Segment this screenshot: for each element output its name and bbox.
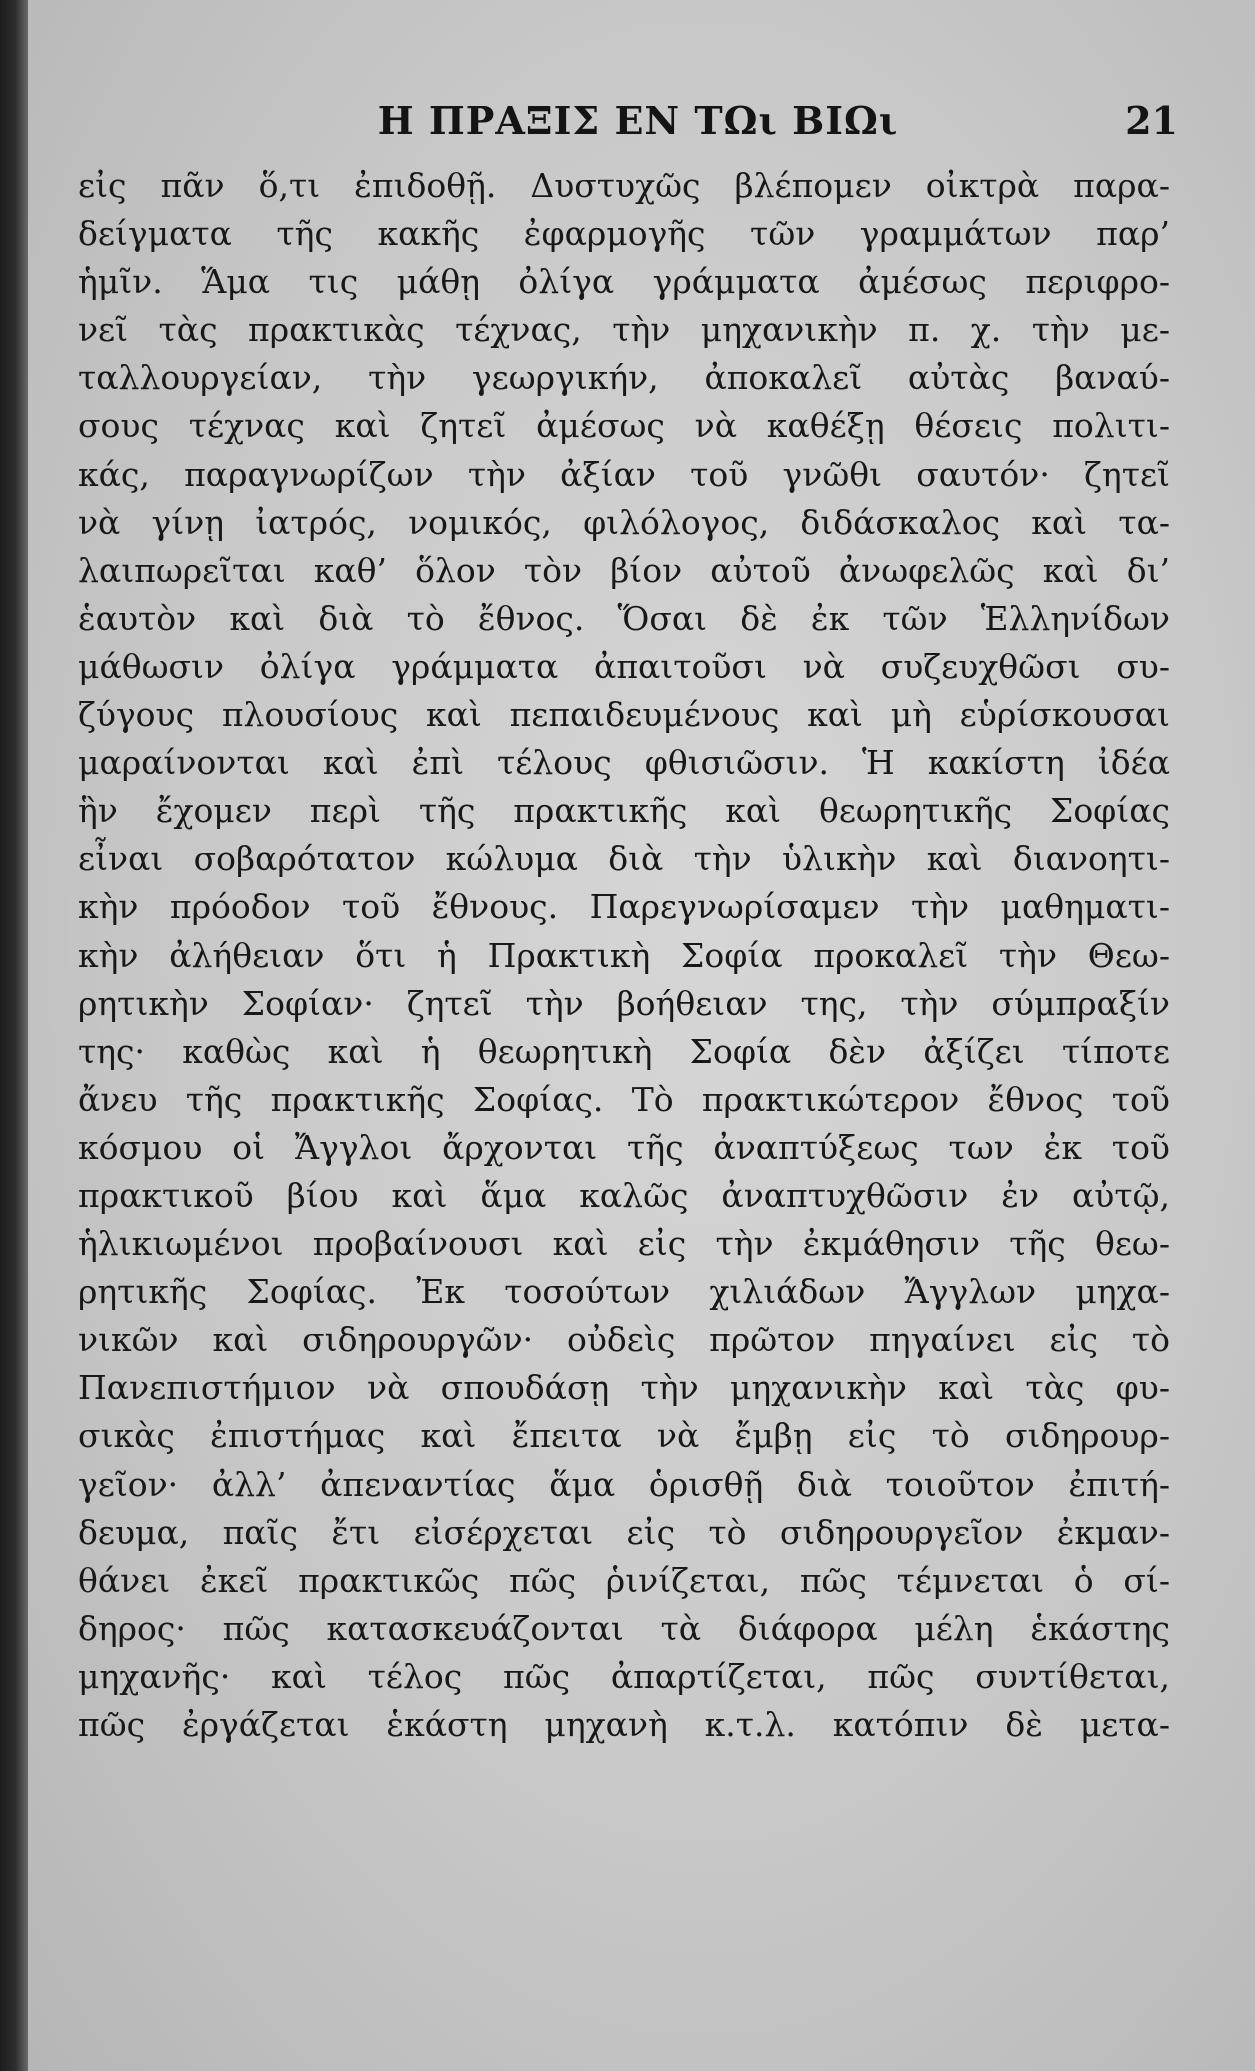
text-line: πῶς ἐργάζεται ἑκάστη μηχανὴ κ.τ.λ. κατόπιν δὲ μετα- <box>78 1705 1170 1744</box>
text-line: πρακτικοῦ βίου καὶ ἅμα καλῶς ἀναπτυχθῶσιν ἐν αὐτῷ, <box>78 1175 1170 1215</box>
text-line: σους τέχνας καὶ ζητεῖ ἀμέσως νὰ καθέξῃ θέσεις πολιτι- <box>78 406 1170 446</box>
text-line: μηχανῆς· καὶ τέλος πῶς ἀπαρτίζεται, πῶς συντίθεται, <box>78 1656 1170 1696</box>
text-line: εἶναι σοβαρότατον κώλυμα διὰ τὴν ὑλικὴν καὶ διανοητι- <box>78 839 1170 879</box>
text-line: κὴν πρόοδον τοῦ ἔθνους. Παρεγνωρίσαμεν τὴν μαθηματι- <box>78 887 1170 927</box>
page-number: 21 <box>1125 98 1178 143</box>
text-line: κὴν ἀλήθειαν ὅτι ἡ Πρακτικὴ Σοφία προκαλεῖ τὴν Θεω- <box>78 935 1170 975</box>
text-line: ἑαυτὸν καὶ διὰ τὸ ἔθνος. Ὅσαι δὲ ἐκ τῶν Ἑλληνίδων <box>78 598 1170 638</box>
text-line: δηρος· πῶς κατασκευάζονται τὰ διάφορα μέλη ἑκάστης <box>78 1608 1170 1648</box>
text-line: νικῶν καὶ σιδηρουργῶν· οὐδεὶς πρῶτον πηγαίνει εἰς τὸ <box>78 1320 1170 1360</box>
text-line: ρητικὴν Σοφίαν· ζητεῖ τὴν βοήθειαν της, τὴν σύμπραξίν <box>78 983 1170 1023</box>
text-line: μαραίνονται καὶ ἐπὶ τέλους φθισιῶσιν. Ἡ κακίστη ἰδέα <box>78 743 1170 783</box>
text-line: ζύγους πλουσίους καὶ πεπαιδευμένους καὶ μὴ εὑρίσκουσαι <box>78 695 1170 735</box>
text-line: ἡλικιωμένοι προβαίνουσι καὶ εἰς τὴν ἐκμάθησιν τῆς θεω- <box>78 1224 1170 1264</box>
text-line: δευμα, παῖς ἔτι εἰσέρχεται εἰς τὸ σιδηρουργεῖον ἐκμαν- <box>78 1512 1170 1552</box>
text-line: ἣν ἔχομεν περὶ τῆς πρακτικῆς καὶ θεωρητικῆς Σοφίας <box>78 791 1170 831</box>
text-line: ἡμῖν. Ἅμα τις μάθῃ ὀλίγα γράμματα ἀμέσως περιφρο- <box>78 262 1170 302</box>
text-line: θάνει ἐκεῖ πρακτικῶς πῶς ῥινίζεται, πῶς τέμνεται ὁ σί- <box>78 1560 1170 1600</box>
body-text <box>78 162 1170 1749</box>
text-line: εἰς πᾶν ὅ,τι ἐπιδοθῇ. Δυστυχῶς βλέπομεν οἰκτρὰ παρα- <box>78 166 1170 205</box>
text-line: ταλλουργείαν, τὴν γεωργικήν, ἀποκαλεῖ αὐτὰς βαναύ- <box>78 358 1170 398</box>
text-line: δείγματα τῆς κακῆς ἐφαρμογῆς τῶν γραμμάτων παρ’ <box>78 214 1170 254</box>
text-line: ρητικῆς Σοφίας. Ἐκ τοσούτων χιλιάδων Ἄγγλων μηχα- <box>78 1272 1170 1312</box>
text-line: μάθωσιν ὀλίγα γράμματα ἀπαιτοῦσι νὰ συζευχθῶσι συ- <box>78 646 1170 686</box>
text-line: σικὰς ἐπιστήμας καὶ ἔπειτα νὰ ἔμβῃ εἰς τὸ σιδηρουρ- <box>78 1416 1170 1456</box>
text-line: γεῖον· ἀλλ’ ἀπεναντίας ἅμα ὁρισθῇ διὰ τοιοῦτον ἐπιτή- <box>78 1464 1170 1504</box>
scan-binding-edge <box>0 0 28 2071</box>
text-line: νὰ γίνῃ ἰατρός, νομικός, φιλόλογος, διδάσκαλος καὶ τα- <box>78 502 1170 542</box>
text-line: ἄνευ τῆς πρακτικῆς Σοφίας. Τὸ πρακτικώτερον ἔθνος τοῦ <box>78 1079 1170 1119</box>
text-line: λαιπωρεῖται καθ’ ὅλον τὸν βίον αὐτοῦ ἀνωφελῶς καὶ δι’ <box>78 550 1170 590</box>
running-head <box>98 98 1178 148</box>
text-line: νεῖ τὰς πρακτικὰς τέχνας, τὴν μηχανικὴν π. χ. τὴν με- <box>78 310 1170 350</box>
text-line: κόσμου οἱ Ἄγγλοι ἄρχονται τῆς ἀναπτύξεως των ἐκ τοῦ <box>78 1127 1170 1167</box>
text-line: της· καθὼς καὶ ἡ θεωρητικὴ Σοφία δὲν ἀξίζει τίποτε <box>78 1031 1170 1071</box>
text-line: Πανεπιστήμιον νὰ σπουδάσῃ τὴν μηχανικὴν καὶ τὰς φυ- <box>78 1368 1170 1408</box>
text-line: κάς, παραγνωρίζων τὴν ἀξίαν τοῦ γνῶθι σαυτόν· ζητεῖ <box>78 454 1170 494</box>
book-page <box>28 0 1255 2071</box>
running-head-title: Η ΠΡΑΞΙΣ ΕΝ ΤΩι ΒΙΩι <box>377 98 899 143</box>
